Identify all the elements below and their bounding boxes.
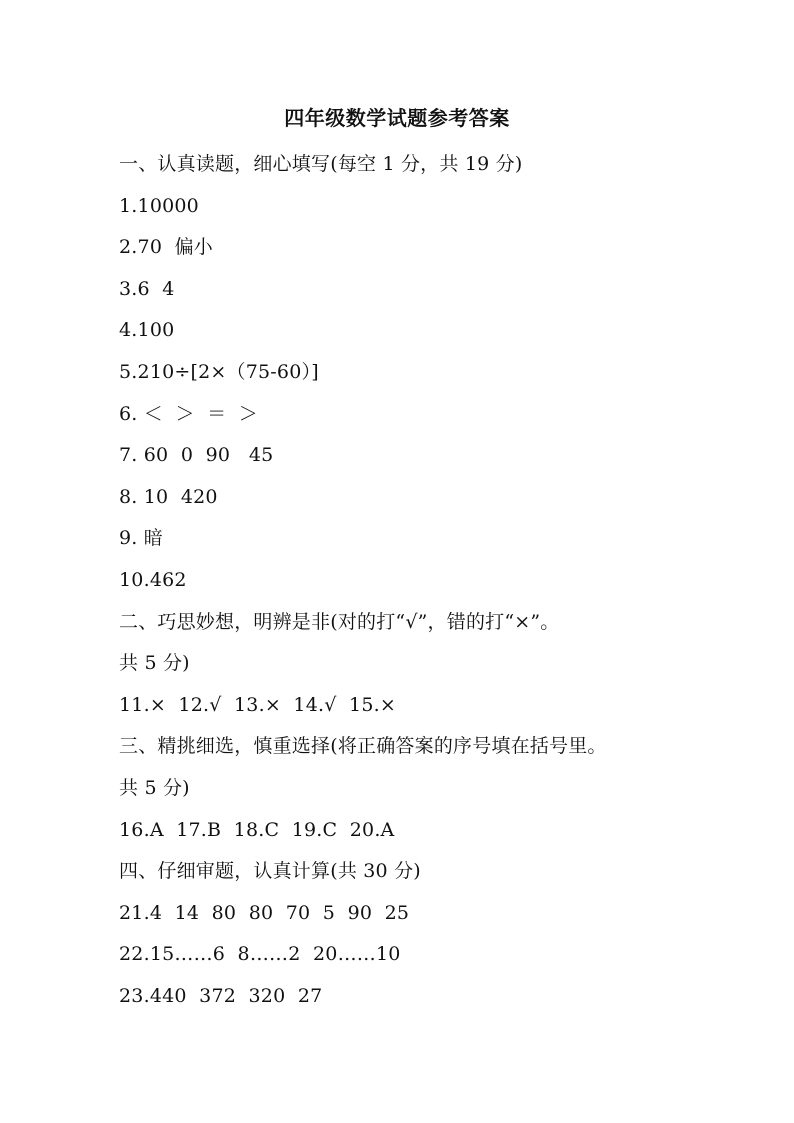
section-heading-1: 一、认真读题，细心填写(每空 1 分，共 19 分) xyxy=(119,153,523,175)
answer-line-11-15: 11.× 12.√ 13.× 14.√ 15.× xyxy=(119,693,396,716)
answer-line-21: 21.4 14 80 80 70 5 90 25 xyxy=(119,901,410,924)
answer-line-1: 1.10000 xyxy=(119,194,199,217)
answer-line-16-20: 16.A 17.B 18.C 19.C 20.A xyxy=(119,818,395,841)
answer-line-10: 10.462 xyxy=(119,568,187,591)
section-heading-3-continued: 共 5 分) xyxy=(119,776,190,799)
answer-line-2: 2.70 偏小 xyxy=(119,236,213,259)
answer-line-6: 6. ＜ ＞ ＝ ＞ xyxy=(119,402,259,425)
section-heading-4: 四、仔细审题，认真计算(共 30 分) xyxy=(119,860,421,883)
answer-line-4: 4.100 xyxy=(119,319,175,342)
answer-line-9: 9. 暗 xyxy=(119,527,163,550)
answer-line-3: 3.6 4 xyxy=(119,277,175,300)
answer-line-7: 7. 60 0 90 45 xyxy=(119,444,274,467)
section-heading-2-continued: 共 5 分) xyxy=(119,652,190,675)
section-heading-2: 二、巧思妙想，明辨是非(对的打“√”，错的打“×”。 xyxy=(119,610,560,633)
answer-line-5: 5.210÷[2×（75-60）] xyxy=(119,360,319,383)
answer-content xyxy=(119,144,689,1017)
answer-line-22: 22.15……6 8……2 20……10 xyxy=(119,943,401,966)
answer-line-8: 8. 10 420 xyxy=(119,485,218,508)
section-heading-3: 三、精挑细选，慎重选择(将正确答案的序号填在括号里。 xyxy=(119,735,607,758)
answer-line-23: 23.440 372 320 27 xyxy=(119,984,323,1007)
document-title: 四年级数学试题参考答案 xyxy=(284,106,510,130)
